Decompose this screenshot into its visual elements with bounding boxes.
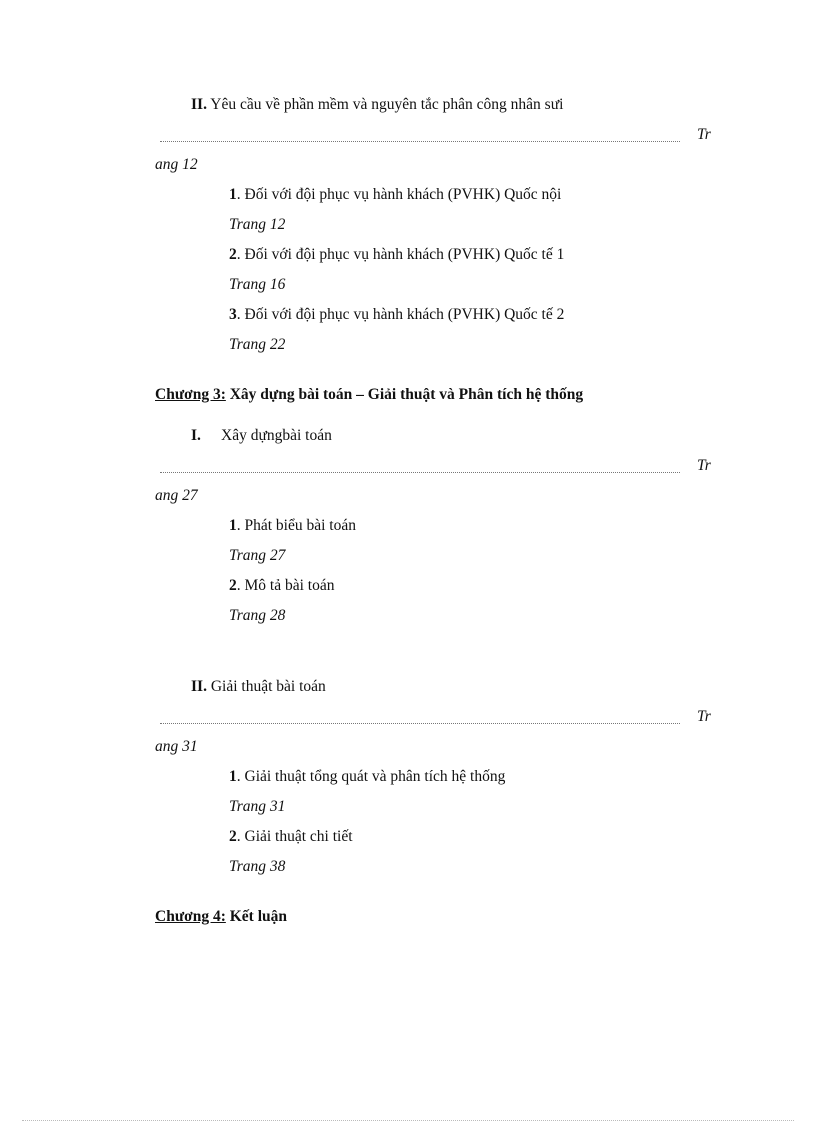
chapter-heading <box>155 907 287 927</box>
toc-item <box>229 245 564 265</box>
item-number: 2 <box>229 828 237 845</box>
item-number: 1 <box>229 768 237 785</box>
toc-item <box>229 827 353 847</box>
chapter-label: Chương 4: <box>155 908 226 925</box>
item-title: . Giải thuật tổng quát và phân tích hệ thống <box>236 768 506 785</box>
item-number: 2 <box>229 246 237 263</box>
item-page: Trang 27 <box>229 547 286 564</box>
chapter-heading <box>155 385 583 405</box>
toc-section-heading <box>191 95 563 115</box>
section-number: II. <box>191 96 207 113</box>
section-title: Xây dựngbài toán <box>221 427 332 444</box>
page-label-start: Tr <box>697 708 711 725</box>
toc-item <box>229 767 505 787</box>
item-page: Trang 31 <box>229 798 286 815</box>
item-number: 1 <box>229 186 237 203</box>
item-page: Trang 12 <box>229 216 286 233</box>
leader-dots <box>160 122 680 142</box>
item-page: Trang 28 <box>229 607 286 624</box>
item-number: 1 <box>229 517 237 534</box>
page-label-end: ang 27 <box>155 487 198 504</box>
page-edge-rule <box>22 1120 794 1121</box>
item-page: Trang 22 <box>229 336 286 353</box>
section-number: II. <box>191 678 207 695</box>
item-title: . Giải thuật chi tiết <box>236 828 353 845</box>
toc-section-heading <box>191 677 326 697</box>
item-title: . Mô tả bài toán <box>236 577 335 594</box>
toc-item <box>229 305 564 325</box>
page-label-start: Tr <box>697 457 711 474</box>
chapter-title: Xây dựng bài toán – Giải thuật và Phân tích hệ thống <box>225 386 584 403</box>
toc-item <box>229 516 356 536</box>
page-label-start: Tr <box>697 126 711 143</box>
item-title: . Đối với đội phục vụ hành khách (PVHK) Quốc tế 1 <box>236 246 565 263</box>
chapter-label: Chương 3: <box>155 386 226 403</box>
item-title: . Phát biểu bài toán <box>236 517 356 534</box>
toc-item <box>229 576 334 596</box>
item-page: Trang 16 <box>229 276 286 293</box>
item-title: . Đối với đội phục vụ hành khách (PVHK) Quốc tế 2 <box>236 306 565 323</box>
section-title: Giải thuật bài toán <box>206 678 326 695</box>
leader-dots <box>160 704 680 724</box>
item-page: Trang 38 <box>229 858 286 875</box>
chapter-title: Kết luận <box>225 908 288 925</box>
toc-section-heading <box>191 426 201 446</box>
section-number: I. <box>191 427 201 444</box>
item-number: 2 <box>229 577 237 594</box>
toc-item <box>229 185 561 205</box>
item-title: . Đối với đội phục vụ hành khách (PVHK) Quốc nội <box>236 186 562 203</box>
page-label-end: ang 31 <box>155 738 198 755</box>
item-number: 3 <box>229 306 237 323</box>
leader-dots <box>160 453 680 473</box>
section-title: Yêu cầu về phần mềm và nguyên tắc phân công nhân sưi <box>206 96 564 113</box>
page-label-end: ang 12 <box>155 156 198 173</box>
